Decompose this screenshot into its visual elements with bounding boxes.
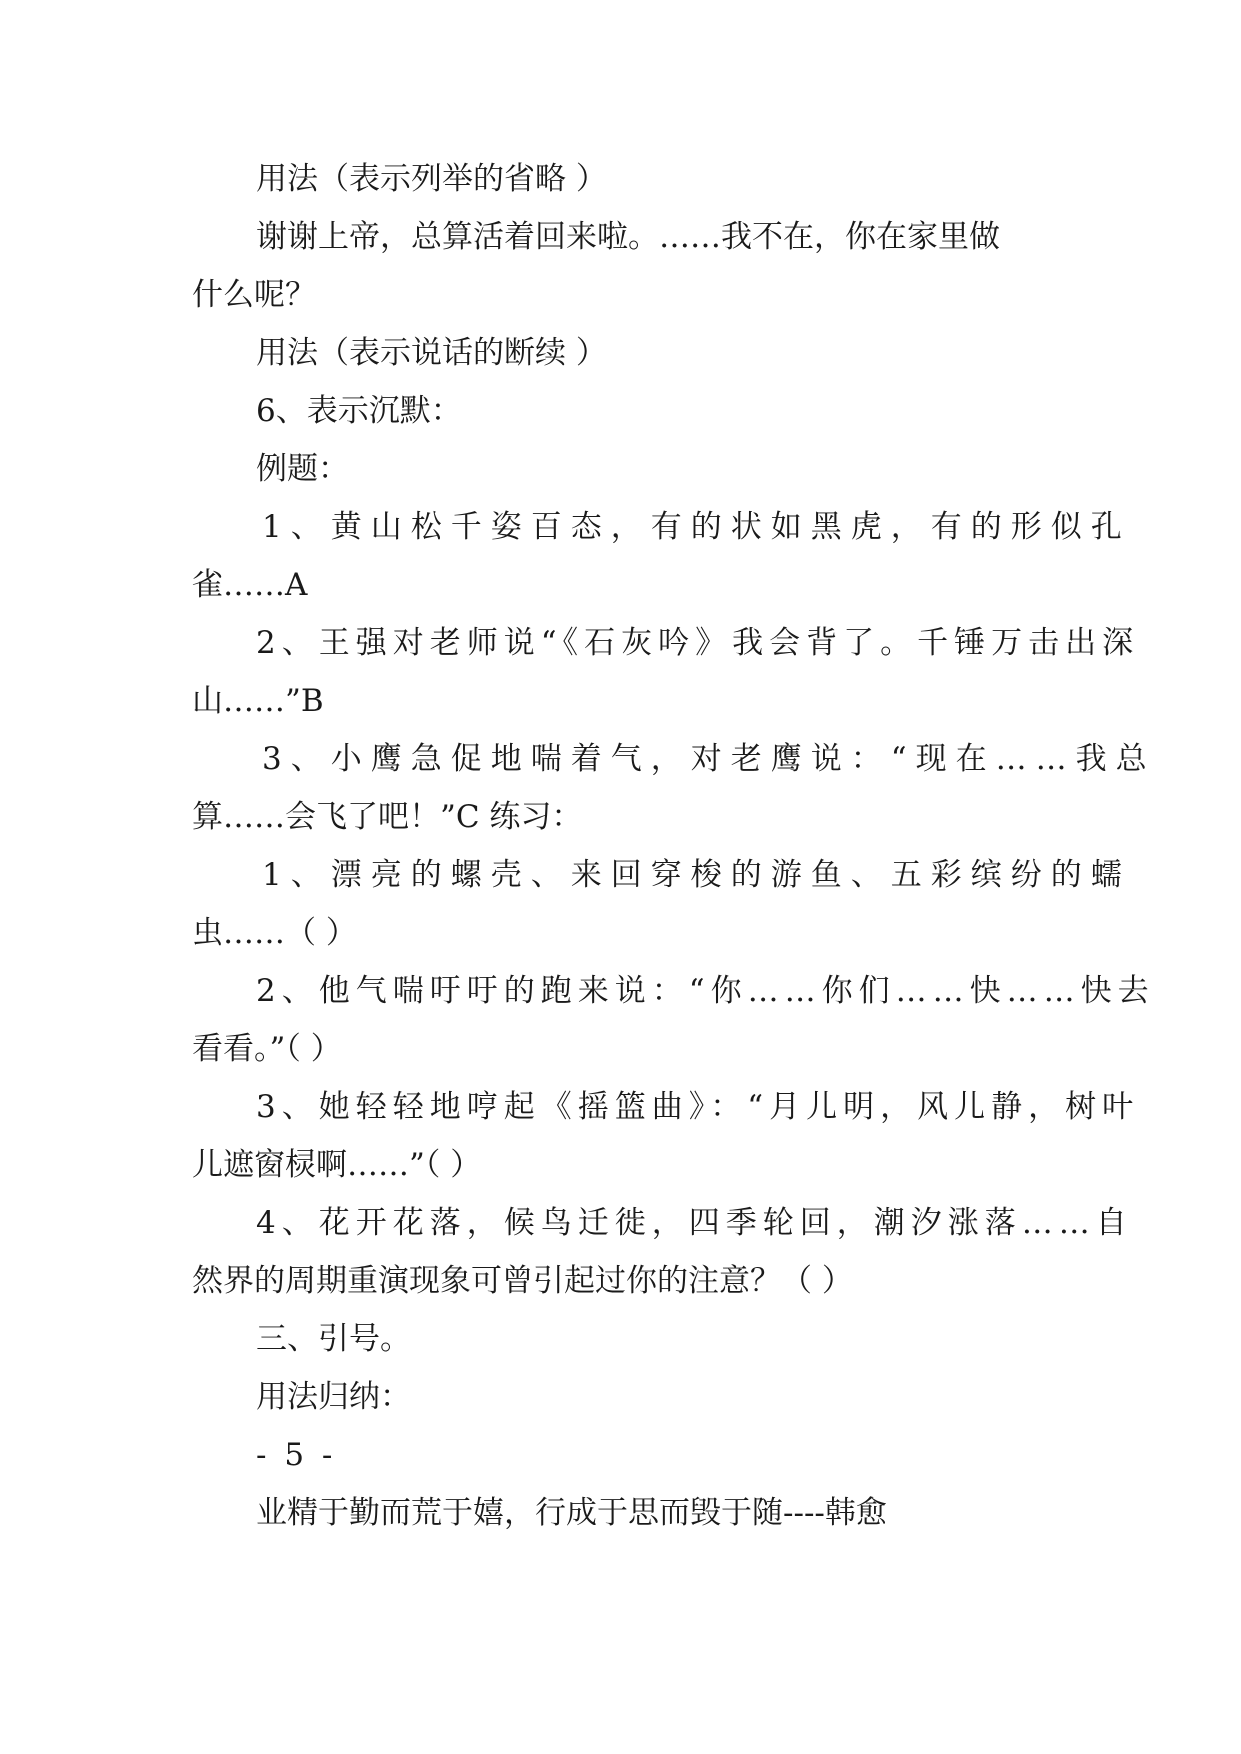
text-line: 1、漂亮的螺壳、来回穿梭的游鱼、五彩缤纷的蠕 <box>262 857 1131 893</box>
footer-quote: 业精于勤而荒于嬉，行成于思而毁于随----韩愈 <box>256 1495 887 1531</box>
text-line: 什么呢？ <box>192 277 316 313</box>
text-line: 3、小鹰急促地喘着气，对老鹰说：“现在……我总 <box>262 741 1156 777</box>
text-line: 雀……A <box>192 567 308 603</box>
text-line: 4、花开花落，候鸟迁徙，四季轮回，潮汐涨落……自 <box>256 1205 1133 1241</box>
page-number: - 5 - <box>256 1437 337 1473</box>
text-line: 山……”B <box>192 683 324 719</box>
text-line: 例题： <box>256 451 349 487</box>
text-line: 1、黄山松千姿百态，有的状如黑虎，有的形似孔 <box>262 509 1131 545</box>
text-line: 算……会飞了吧！”C 练习： <box>192 799 583 835</box>
text-line: 儿遮窗棂啊……”（ ） <box>192 1147 482 1183</box>
document-page <box>192 150 1156 1542</box>
text-line: 用法（表示说话的断续 ） <box>256 335 607 371</box>
text-line: 3、她轻轻地哼起《摇篮曲》：“月儿明，风儿静，树叶 <box>256 1089 1140 1125</box>
section-heading: 6、表示沉默： <box>256 393 462 429</box>
text-line: 看看。”（ ） <box>192 1031 342 1067</box>
text-line: 虫……（ ） <box>192 915 357 951</box>
text-line: 谢谢上帝，总算活着回来啦。……我不在，你在家里做 <box>256 219 1000 255</box>
text-line: 用法（表示列举的省略 ） <box>256 161 607 197</box>
text-line: 2、王强对老师说“《石灰吟》我会背了。千锤万击出深 <box>256 625 1140 661</box>
text-line: 2、他气喘吁吁的跑来说：“你……你们……快……快去 <box>256 973 1155 1009</box>
text-line: 用法归纳： <box>256 1379 411 1415</box>
text-line: 然界的周期重演现象可曾引起过你的注意？（ ） <box>192 1263 853 1299</box>
section-heading: 三、引号。 <box>256 1321 411 1357</box>
